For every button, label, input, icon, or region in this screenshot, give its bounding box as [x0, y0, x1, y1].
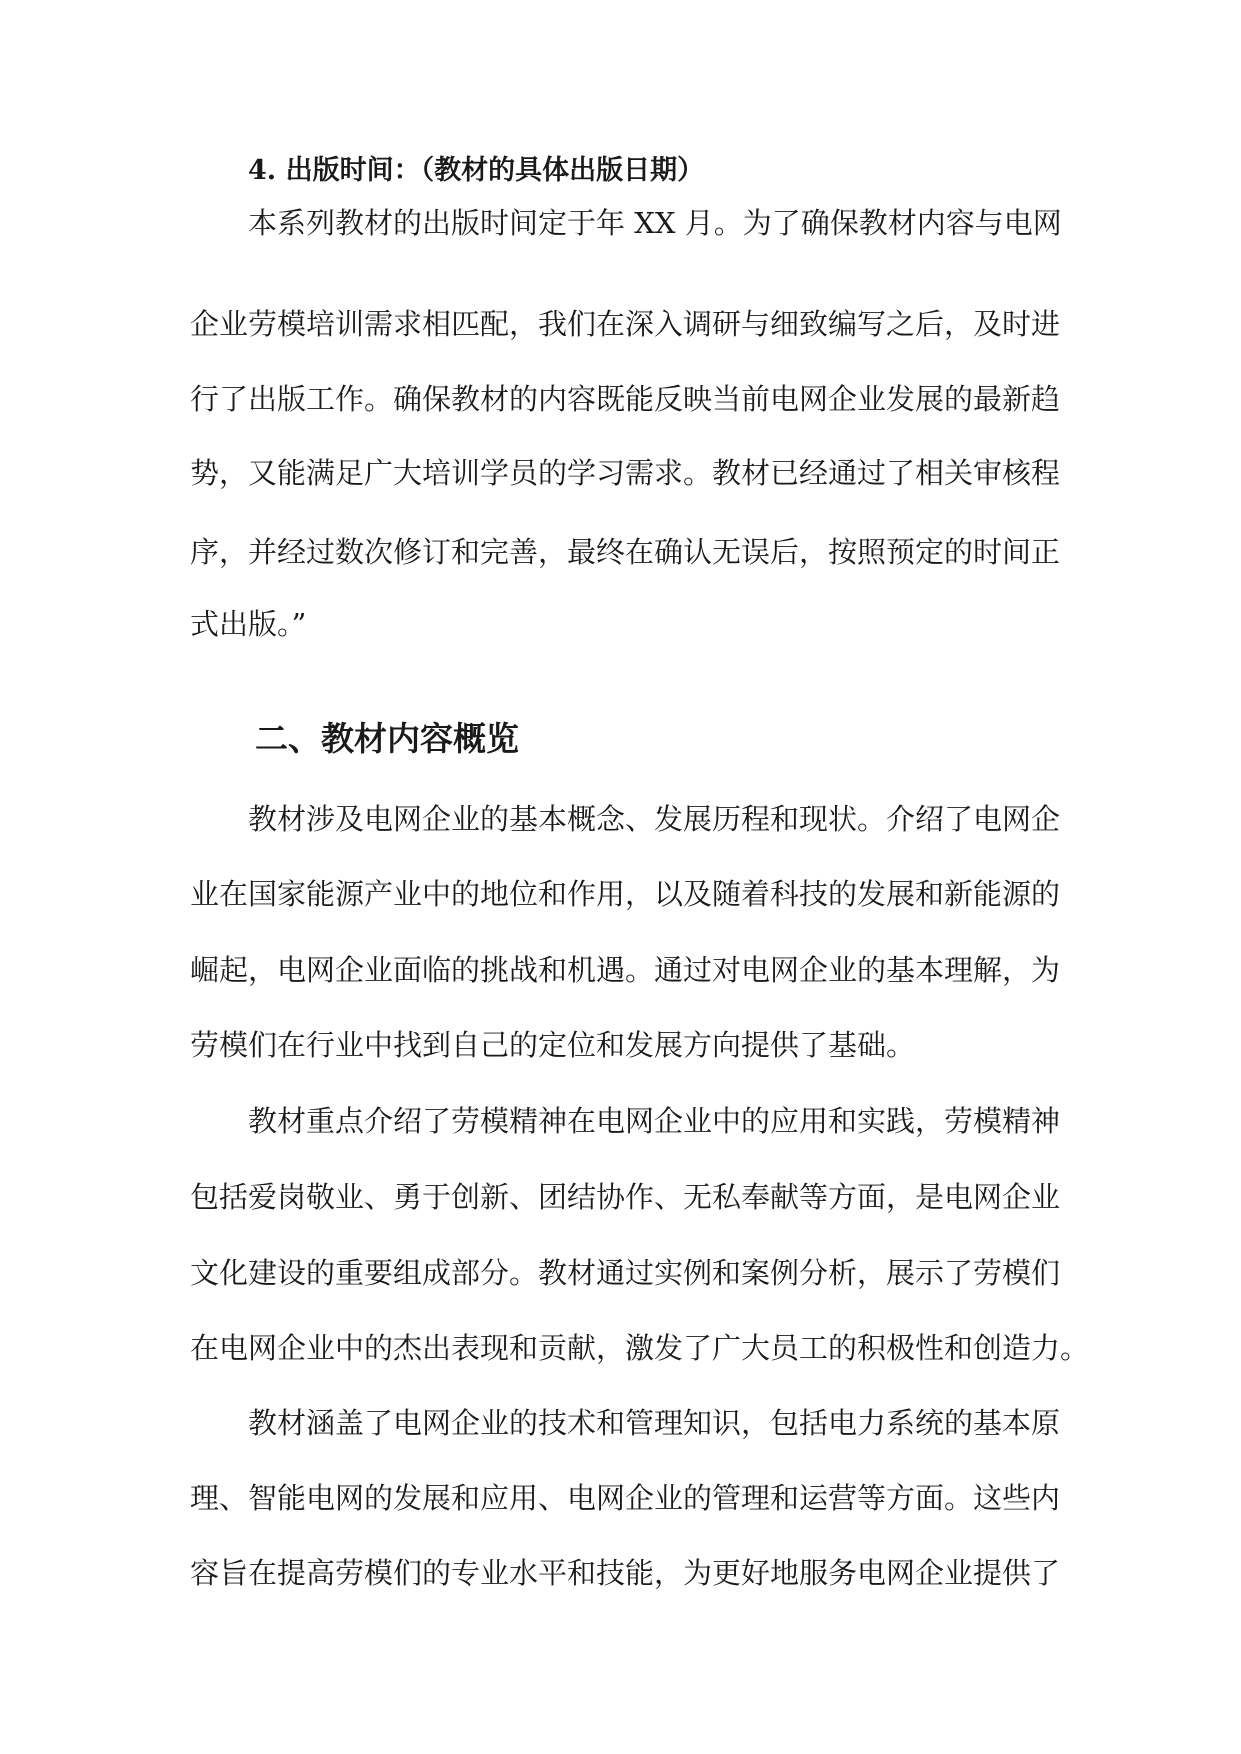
paragraph-line: 教材涉及电网企业的基本概念、发展历程和现状。介绍了电网企: [248, 802, 1061, 836]
section-2-heading: 二、教材内容概览: [255, 719, 519, 758]
paragraph-line: 行了出版工作。确保教材的内容既能反映当前电网企业发展的最新趋: [190, 382, 1061, 416]
paragraph-line: 教材重点介绍了劳模精神在电网企业中的应用和实践，劳模精神: [248, 1104, 1061, 1138]
paragraph-line: 理、智能电网的发展和应用、电网企业的管理和运营等方面。这些内: [190, 1481, 1061, 1515]
paragraph-line: 劳模们在行业中找到自己的定位和发展方向提供了基础。: [190, 1028, 916, 1062]
section-4-heading: 4. 出版时间：（教材的具体出版日期）: [248, 155, 705, 186]
paragraph-line: 教材涵盖了电网企业的技术和管理知识，包括电力系统的基本原: [248, 1406, 1061, 1440]
paragraph-line: 式出版。”: [190, 607, 307, 641]
paragraph-line: 包括爱岗敬业、勇于创新、团结协作、无私奉献等方面，是电网企业: [190, 1180, 1061, 1214]
paragraph-line: 序，并经过数次修订和完善，最终在确认无误后，按照预定的时间正: [190, 535, 1061, 569]
paragraph-line: 崛起，电网企业面临的挑战和机遇。通过对电网企业的基本理解，为: [190, 953, 1061, 987]
paragraph-line: 业在国家能源产业中的地位和作用，以及随着科技的发展和新能源的: [190, 877, 1061, 911]
paragraph-line: 容旨在提高劳模们的专业水平和技能，为更好地服务电网企业提供了: [190, 1556, 1061, 1590]
paragraph-line: 本系列教材的出版时间定于年 XX 月。为了确保教材内容与电网: [248, 206, 1062, 240]
paragraph-line: 企业劳模培训需求相匹配，我们在深入调研与细致编写之后，及时进: [190, 307, 1061, 341]
paragraph-line: 势，又能满足广大培训学员的学习需求。教材已经通过了相关审核程: [190, 456, 1061, 490]
paragraph-line: 在电网企业中的杰出表现和贡献，激发了广大员工的积极性和创造力。: [190, 1331, 1090, 1365]
paragraph-line: 文化建设的重要组成部分。教材通过实例和案例分析，展示了劳模们: [190, 1256, 1061, 1290]
